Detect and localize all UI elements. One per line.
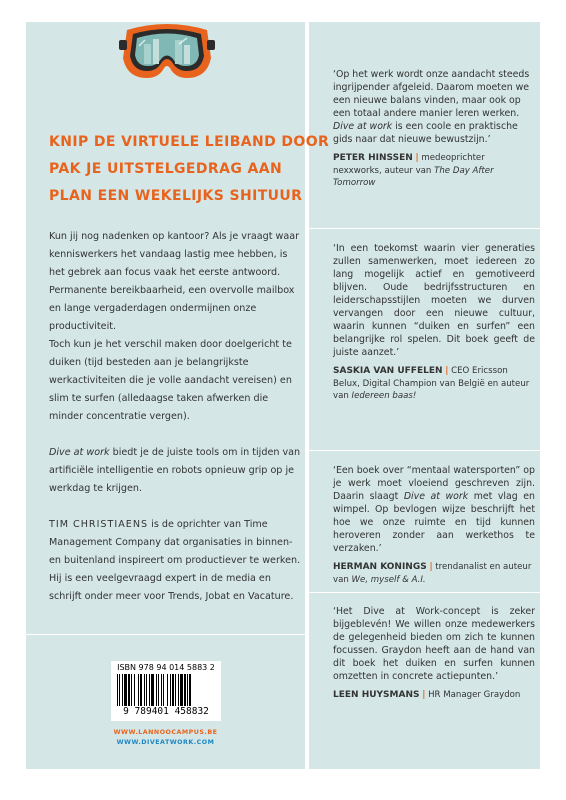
quote-2: ‘In een toekomst waarin vier generaties zullen samenwerken, moet iedereen zo lang mogelijk actief en gemotiveerd blijven. Oude bedrijfsstructuren en leiderschapsstijlen moeten we durven vervangen door een nieuwe cultuur, waarin kunnen “duiken en surfen” een belangrijke rol spelen. Dit boek geeft de juiste aanzet.’ SASKIA VAN UFFELEN | CEO Ericsson Belux, Digital Champion van België en auteur van Iedereen baas! <box>333 243 535 401</box>
barcode-bar <box>187 674 188 706</box>
publisher-website[interactable]: WWW.LANNOOCAMPUS.BE <box>113 729 218 736</box>
quote-4-attribution: LEEN HUYSMANS | HR Manager Graydon <box>333 690 521 700</box>
quote-3: ‘Een boek over “mentaal watersporten” op je werk moet vloeiend geschreven zijn. Daarin slaagt Dive at work met vlag en wimpel. Op bevlogen wijze beschrijft het hoe we onze ruimte en tijd kunnen heroveren zonder aan werkethos te verzaken.’ HERMAN KONINGS | trendanalist en auteur van We, myself & A.I. <box>333 465 535 585</box>
barcode-bar <box>138 674 139 706</box>
barcode-bar <box>122 674 123 706</box>
barcode-bar <box>149 674 150 706</box>
headline-2: PAK JE UITSTELGEDRAG AAN <box>49 161 283 177</box>
quote-3-attribution: HERMAN KONINGS | trendanalist en auteur van We, myself & A.I. <box>333 562 532 585</box>
book-title: Dive at work <box>49 447 110 458</box>
quote-divider-3 <box>309 592 540 593</box>
barcode <box>111 661 221 721</box>
barcode-bar <box>156 674 157 706</box>
barcode-bar <box>170 674 171 706</box>
quote-4: ‘Het Dive at Work-concept is zeker bijgeblevén! We willen onze medewerkers de gelegenheid bieden om zich te kunnen focussen. Graydon heeft aan de hand van dit boek het duiken en surfen kunnen omzetten in concrete actiepunten.’ LEEN HUYSMANS | HR Manager Graydon <box>333 606 535 700</box>
barcode-bar <box>140 674 142 706</box>
author-bio: TIM CHRISTIAENS is de oprichter van Time Management Company dat organisaties in binnen- en buitenland inspireert om productiever te werken. Hij is een veelgevraagd expert in de media en schrijft onder meer voor Trends, Jobat en Vacature. <box>49 519 301 602</box>
barcode-bar <box>151 674 154 706</box>
body-paragraph-3: Dive at work biedt je de juiste tools om in tijden van artificiële intelligentie en robots opnieuw grip op je werkdag te krijgen. <box>49 447 301 494</box>
barcode-bar <box>158 674 159 706</box>
quote-1-attribution: PETER HINSSEN | medeoprichter nexxworks, auteur van The Day After Tomorrow <box>333 153 494 188</box>
barcode-number: 9 789401 458832 <box>123 706 209 717</box>
quote-1: ‘Op het werk wordt onze aandacht steeds ingrijpender afgeleid. Daarom moeten we een nieuwe balans vinden, maar ook op een totaal andere manier leren werken. Dive at work is een coole en praktische gids naar dat nieuwe bewustzijn.’ PETER HINSSEN | medeoprichter nexxworks, auteur van The Day After Tomorrow <box>333 68 535 190</box>
headline-3: PLAN EEN WEKELIJKS SHITUUR <box>49 188 303 204</box>
barcode-bar <box>175 674 176 706</box>
barcode-bar <box>184 674 186 706</box>
barcode-bar <box>189 674 191 706</box>
barcode-bar <box>117 674 118 706</box>
quote-2-attribution: SASKIA VAN UFFELEN | CEO Ericsson Belux, Digital Champion van België en auteur van Iedereen baas! <box>333 366 530 401</box>
barcode-bar <box>180 674 183 706</box>
barcode-bar <box>167 674 168 706</box>
barcode-bar <box>172 674 174 706</box>
barcode-bar <box>144 674 145 706</box>
isbn-text: ISBN 978 94 014 5883 2 <box>117 663 215 672</box>
barcode-bars <box>117 674 215 706</box>
barcode-divider <box>26 634 305 635</box>
quote-divider-2 <box>309 450 540 451</box>
barcode-bar <box>131 674 132 706</box>
body-paragraph-2: Toch kun je het verschil maken door doelgericht te duiken (tijd besteden aan je belangrijkste werkactiviteiten die je volle aandacht vereisen) en slim te surfen (alledaagse taken afwerken die minder concentratie vergen). <box>49 339 292 422</box>
barcode-bar <box>146 674 147 706</box>
book-website[interactable]: WWW.DIVEATWORK.COM <box>116 739 215 746</box>
diving-mask-icon <box>117 16 217 86</box>
barcode-bar <box>124 674 127 706</box>
body-paragraph-1: Kun jij nog nadenken op kantoor? Als je vraagt waar kenniswerkers het vandaag lastig mee hebben, is het gebrek aan focus vaak het eerste antwoord. Permanente bereikbaarheid, een overvolle mailbox en lange vergaderdagen ondermijnen onze productiviteit. <box>49 231 300 332</box>
barcode-bar <box>163 674 164 706</box>
barcode-bar <box>134 674 135 706</box>
barcode-bar <box>161 674 162 706</box>
barcode-bar <box>119 674 120 706</box>
headline-1: KNIP DE VIRTUELE LEIBAND DOOR <box>49 134 330 150</box>
barcode-bar <box>178 674 179 706</box>
barcode-bar <box>128 674 130 706</box>
author-name: TIM CHRISTIAENS <box>49 519 149 530</box>
quote-divider-1 <box>309 228 540 229</box>
